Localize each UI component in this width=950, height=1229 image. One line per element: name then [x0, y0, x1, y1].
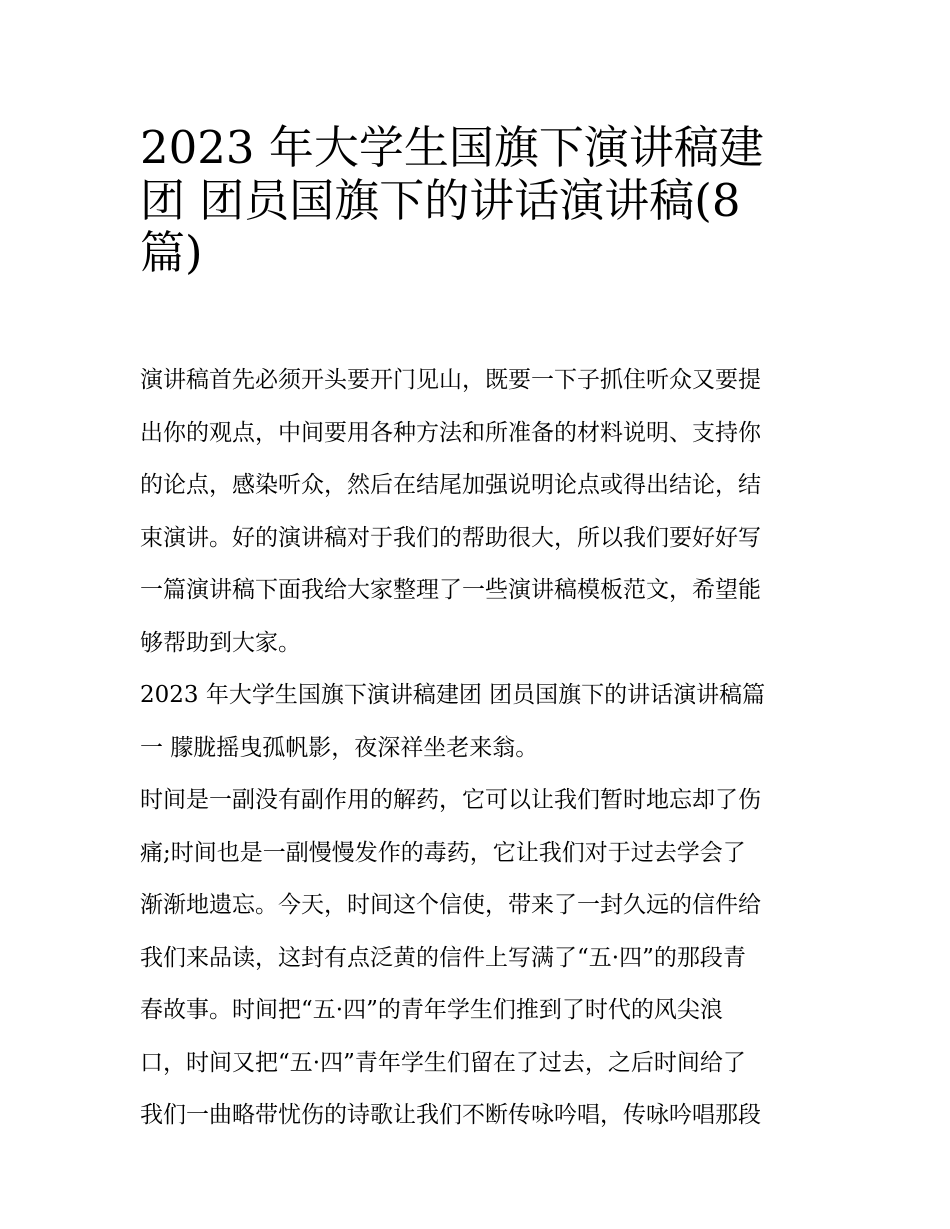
speech-paragraph — [140, 774, 812, 1142]
document-title — [140, 112, 812, 279]
section-heading-paragraph — [140, 669, 812, 774]
text-line: 够帮助到大家。 — [140, 629, 301, 656]
text-line: 渐渐地遗忘。今天，时间这个信使，带来了一封久远的信件给 — [140, 892, 761, 918]
text-line: 我们来品读，这封有点泛黄的信件上写满了“五·四”的那段青 — [140, 944, 746, 971]
text-line: 一 朦胧摇曳孤帆影，夜深祥坐老来翁。 — [140, 734, 539, 761]
text-line: 束演讲。好的演讲稿对于我们的帮助很大，所以我们要好好写 — [140, 524, 761, 551]
document-body — [140, 354, 812, 1142]
text-line: 春故事。时间把“五·四”的青年学生们推到了时代的风尖浪 — [140, 997, 723, 1023]
text-line: 口，时间又把“五·四”青年学生们留在了过去，之后时间给了 — [140, 1049, 746, 1076]
text-line: 演讲稿首先必须开头要开门见山，既要一下子抓住听众又要提 — [140, 367, 761, 393]
text-line: 痛;时间也是一副慢慢发作的毒药，它让我们对于过去学会了 — [140, 839, 746, 866]
text-line: 一篇演讲稿下面我给大家整理了一些演讲稿模板范文，希望能 — [140, 577, 761, 603]
text-line: 时间是一副没有副作用的解药，它可以让我们暂时地忘却了伤 — [140, 787, 761, 813]
title-line: 篇) — [140, 226, 203, 279]
text-line: 的论点，感染听众，然后在结尾加强说明论点或得出结论，结 — [140, 472, 761, 498]
title-line: 2023 年大学生国旗下演讲稿建 — [140, 121, 764, 174]
text-line: 出你的观点，中间要用各种方法和所准备的材料说明、支持你 — [140, 419, 761, 446]
text-line: 2023 年大学生国旗下演讲稿建团 团员国旗下的讲话演讲稿篇 — [140, 682, 766, 708]
title-line: 团 团员国旗下的讲话演讲稿(8 — [140, 173, 741, 227]
intro-paragraph — [140, 354, 812, 669]
text-line: 我们一曲略带忧伤的诗歌让我们不断传咏吟唱，传咏吟唱那段 — [140, 1102, 761, 1128]
